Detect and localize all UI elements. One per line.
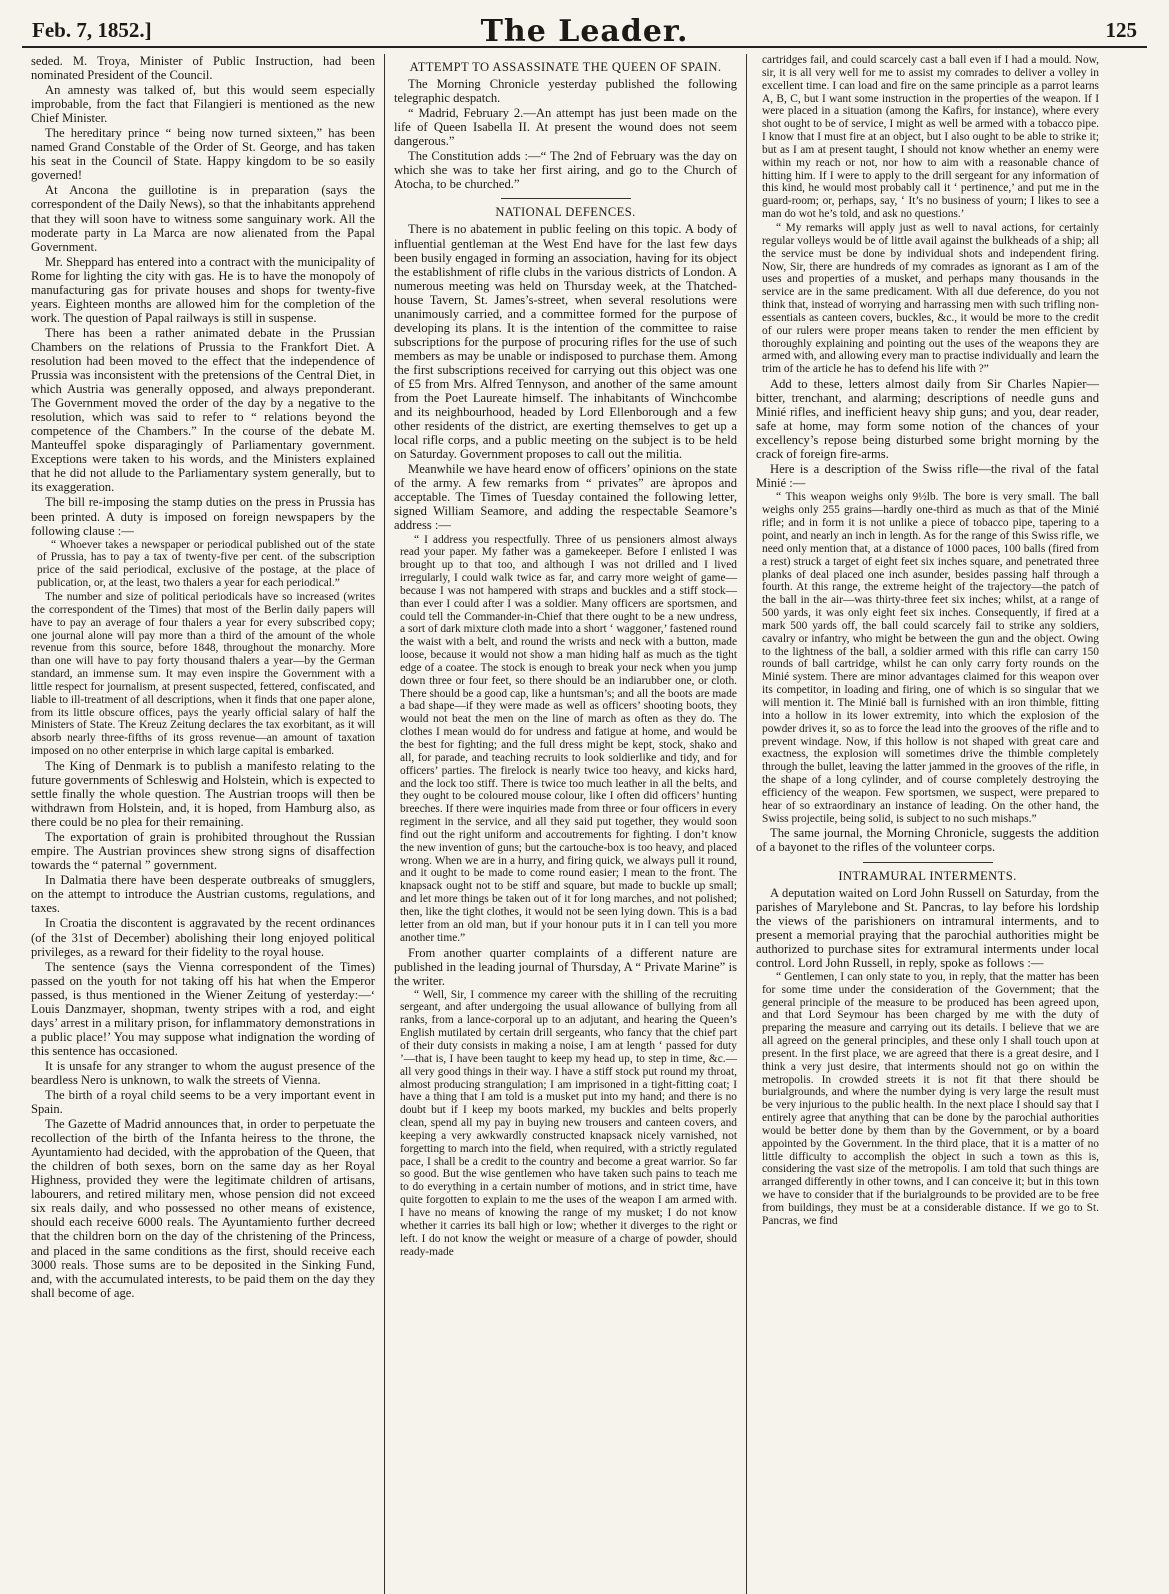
article-paragraph: The Gazette of Madrid announces that, in order to perpetuate the recollection of the birth of the Infanta heiress to the throne, the Ayuntamiento had decided, with the approbation of the Queen, that the children of both sexes, born on the same day as her Royal Highness, provided they were the legitimate children of artisans, labourers, and retired military men, whose pension did not exceed six reals daily, and who possessed no other means of existence, should each receive 6000 reals. The Ayuntamiento further decreed that the children born on the day of the christening of the Princess, and placed in the same conditions as the first, should receive each 3000 reals. Those sums are to be deposited in the Sinking Fund, and, with the accumulated interests, to be paid them on the day they shall become of age. [31, 1117, 375, 1300]
article-paragraph: The birth of a royal child seems to be a very important event in Spain. [31, 1088, 375, 1117]
article-paragraph: “ Madrid, February 2.—An attempt has just been made on the life of Queen Isabella II. At present the wound does not seem dangerous.” [394, 106, 737, 149]
article-paragraph: In Croatia the discontent is aggravated by the recent ordinances (of the 31st of December) abolishing their long enjoyed political privileges, as a reward for their fidelity to the royal house. [31, 916, 375, 959]
newspaper-title: The Leader. [480, 14, 689, 49]
article-paragraph: The exportation of grain is prohibited throughout the Russian empire. The Austrian provinces shew strong signs of disaffection towards the “ paternal ” government. [31, 830, 375, 873]
article-paragraph: Add to these, letters almost daily from Sir Charles Napier—bitter, trenchant, and alarming; descriptions of needle guns and Minié rifles, and inefficient heavy ship guns; and you, dear reader, safe at home, may form some notion of the chances of your excellency’s repose being disturbed some bright morning by the crack of foreign fire-arms. [756, 377, 1099, 462]
column-right [746, 54, 1108, 1594]
article-paragraph: Meanwhile we have heard enow of officers’ opinions on the state of the army. A few remarks from “ privates” are àpropos and acceptable. The Times of Tuesday contained the following letter, signed William Seamore, and adding the respectable Seamore’s address :— [394, 462, 737, 533]
quoted-speech: “ Gentlemen, I can only state to you, in reply, that the matter has been for some time under the consideration of the Government; that the general principle of the measure to be produced has been agreed upon, and that Lord Seymour has been charged by me with the duty of preparing the measure and carrying out its details. I believe that we are all agreed on the general principles, and these only I shall touch upon at present. In the first place, we are agreed that there is a great desire, and I think a very just desire, that interments should not go on within the metropolis. In crowded streets it is not fit that there should be burialgrounds, and where the number dying is very large the result must be very injurious to the public health. In the next place I should say that I entirely agree that anything that can be done by the parochial authorities would be better done by them than by the Government, or by a board appointed by the Government. In the third place, that it is a matter of no little difficulty to accomplish the object in such a town as this is, considering the vast size of the metropolis. I am told that such things are arranged differently in other towns, and I can conceive it; but in this town we have to consider that if the burialgrounds to be provided are to be free from buildings, they must be at a considerable distance. If we go to St. Pancras, we find [762, 970, 1099, 1227]
article-paragraph: There has been a rather animated debate in the Prussian Chambers on the relations of Prussia to the Frankfort Diet. A resolution had been moved to the effect that the independence of Prussia was inconsistent with the pretensions of the Central Diet, in which Austria was generally opposed, and always preponderant. The Government moved the order of the day by a negative to the resolution, which was said to refer to “ relations beyond the competence of the Chambers.” In the course of the debate M. Manteuffel spoke disparagingly of Parliamentary government. Exceptions were taken to his words, and the Ministers explained that he did not allude to the Parliamentary system generally, but to its exaggeration. [31, 325, 375, 495]
column-middle [384, 54, 746, 1594]
article-paragraph: The sentence (says the Vienna correspondent of the Times) passed on the youth for not taking off his hat when the Emperor passed, is thus mentioned in the Wiener Zeitung of yesterday:—‘ Louis Danzmayer, shopman, twenty stripes with a rod, and eight days’ arrest in a military prison, for inflammatory demonstrations in a public place!’ You may suppose what indignation the wording of this sentence has occasioned. [31, 959, 375, 1058]
column-left [22, 54, 384, 1594]
article-paragraph: seded. M. Troya, Minister of Public Instruction, had been nominated President of the Council. [31, 54, 375, 83]
article-paragraph: It is unsafe for any stranger to whom the august presence of the beardless Nero is unknown, to walk the streets of Vienna. [31, 1058, 375, 1087]
article-paragraph: Mr. Sheppard has entered into a contract with the municipality of Rome for lighting the city with gas. He is to have the monopoly of manufacturing gas for private houses and shops for twenty-five years. Eighteen months are allowed him for the completion of the work. The question of Papal railways is still in suspense. [31, 254, 375, 325]
quoted-letter: “ Well, Sir, I commence my career with the shilling of the recruiting sergeant, and after undergoing the usual allowance of bullying from all ranks, from a lance-corporal up to an adjutant, and hearing the Queen’s English mutilated by certain drill sergeants, who fancy that the chief part of their duty consists in making a noise, I am at length ‘ passed for duty ’—that is, I have been taught to keep my head up, to step in time, &c.—all very good things in their way. I have a stiff stock put round my throat, almost producing strangulation; I am imprisoned in a tight-fitting coat; I have a thing that I am told is a musket put into my hand; and there is no doubt but if I keep my boots marked, my buckles and belts properly clean, spend all my pay in buying new trousers and canteen covers, and keeping a very awkwardly constructed knapsack nicely varnished, not forgetting to march into the field, when required, with a strictly regulated pace, I shall be a credit to the country and become a great warrior. So far so good. But the wise gentlemen who have taken such pains to teach me to do everything in a certain number of motions, and in strict time, have quite forgotten to explain to me the uses of the weapon I am armed with. I have no means of knowing the range of my musket; I do not know whether it carries its ball high or low; whether it diverges to the right or left. I do not know the weight or measure of a charge of powder, should ready-made [400, 988, 737, 1258]
article-paragraph: Here is a description of the Swiss rifle—the rival of the fatal Minié :— [756, 462, 1099, 491]
quoted-letter: “ My remarks will apply just as well to naval actions, for certainly regular volleys would be of little avail against the bulkheads of a ship; all the service must be done by individual shots and independent firing. Now, Sir, there are hundreds of my comrades as ignorant as I am of the uses and properties of a musket, and perhaps many thousands in the service are in the same predicament. With all due deference, do you not think that, instead of worrying and harrassing men with such trifling non-essentials as canteen covers, buckles, &c., it would be more to the credit of our rulers were proper means taken to render the men efficient by thoroughly explaining and pointing out the uses of the weapons they are armed with, and allowing every man to practise individually and learn the trim of the article he has to defend his life with ?” [762, 221, 1099, 376]
section-heading-spain: ATTEMPT TO ASSASSINATE THE QUEEN OF SPAIN. [409, 60, 722, 74]
section-heading-defences: NATIONAL DEFENCES. [495, 205, 636, 220]
quoted-clause: “ Whoever takes a newspaper or periodical published out of the state of Prussia, has to pay a tax of twenty-five per cent. of the subscription price of the said periodical, exclusive of the postage, at the place of publication, or, at the least, two thalers a year for each periodical.” [37, 538, 375, 590]
article-paragraph: The hereditary prince “ being now turned sixteen,” has been named Grand Constable of the Order of St. George, and has taken his seat in the Council of State. Happy kingdom to be so easily governed! [31, 126, 375, 183]
section-divider [863, 862, 993, 863]
quoted-letter: cartridges fail, and could scarcely cast a ball even if I had a mould. Now, sir, it is all very well for me to assist my comrades to deliver a volley in excellent time. I can load and fire on the same principle as a parrot learns A, B, C, but I want some instruction in the properties of the weapon. If I were placed in a situation (among the Kafirs, for instance), where every shot ought to be of service, I might as well be armed with a tobacco pipe. I know that I must fire at an object, but I also ought to be able to strike it; but as I am at present taught, I should not know whether an enemy were within my reach or not, nor how to aim with a reasonable chance of hitting him. If I were to apply to the drill sergeant for any information of this kind, he would most probably call it ‘ pertinence,’ and put me in the guard-room; or, perhaps, say, ‘ It’s no business of yourn; I likes to see a man do wot he’s told, and ask no questions.’ [762, 54, 1099, 221]
article-paragraph: From another quarter complaints of a different nature are published in the leading journal of Thursday, A “ Private Marine” is the writer. [394, 945, 737, 988]
article-paragraph: An amnesty was talked of, but this would seem especially improbable, from the fact that Filangieri is mentioned as the new Chief Minister. [31, 83, 375, 126]
article-paragraph: At Ancona the guillotine is in preparation (says the correspondent of the Daily News), so that the inhabitants apprehend that they will soon have to witness some sanguinary work. All the moderate party in La Marca are now alienated from the Papal Government. [31, 183, 375, 254]
quoted-description: “ This weapon weighs only 9½lb. The bore is very small. The ball weighs only 255 grains—hardly one-third as much as that of the Minié rifle; and in form it is not unlike a piece of tobacco pipe, tapering to a point, and nearly an inch in length. As for the range of this Swiss rifle, we need only mention that, at a distance of 1000 paces, 100 balls (fired from a rest) struck a target of eight feet six inches square, and penetrated three planks of deal placed one inch asunder, besides passing half through a fourth. At this range, the extreme height of the trajectory—the patch of the ball in the air—was thirty-three feet six inches; whilst, at a range of 500 yards, it was only eight feet six inches. Consequently, if fired at a mark 500 yards off, the ball could scarcely fail to strike any soldiers, cavalry or infantry, who might be between the gun and the object. Owing to the lightness of the ball, a soldier armed with this rifle can carry 150 rounds of ball cartridge, whilst he can only carry forty rounds on the Minié system. There are minor advantages claimed for this weapon over its competitor, in loading and firing, one of which is so singular that we will mention it. The Minié ball is furnished with an iron thimble, fitting into a hollow in its lower extremity, into which the explosion of the powder drives it, so as to force the lead into the grooves of the rifle and to prevent windage. Now, if this hollow is not shaped with great care and exactness, the explosion will sometimes drive the thimble completely through the bullet, leaving the latter jammed in the grooves of the rifle, in the shape of a long cylinder, and of course completely destroying the efficiency of the weapon. Few sportsmen, we suspect, were prepared to hear of so extraordinary an instance of leading. On the other hand, the Swiss projectile, being solid, is subject to no such mishaps.” [762, 491, 1099, 825]
article-paragraph: A deputation waited on Lord John Russell on Saturday, from the parishes of Marylebone and St. Pancras, to lay before his lordship the views of the parishioners on intramural interments, and to present a memorial praying that the parochial authorities might be authorized to purchase sites for extramural interments under local control. Lord John Russell, in reply, spoke as follows :— [756, 885, 1099, 970]
quoted-letter: “ I address you respectfully. Three of us pensioners almost always read your paper. My father was a gamekeeper. Before I enlisted I was brought up to that too, and although I was not drilled and I lived irregularly, I could walk twice as far, and carry more weight of game—because I was not hampered with straps and buckles and a stiff stock—than ever I could after I was a soldier. Many officers are sportsmen, and could tell the Commander-in-Chief that there ought to be a new undress, a sort of dark mixture cloth made into a short ‘ waggoner,’ fastened round the waist with a belt, and round the wrists and neck with a button, made loose, because it would not show a man hiding half as much as the tight edge of a coatee. The stock is enough to break your neck when you jump down three or four feet, so there should be an indiarubber one, or cloth. There should be a good cap, like a huntsman’s; and all the boots are made a bad shape—if they were made as well as officers’ shooting boots, they would not beat the men on the line of march as often as they do. The clothes I mean would do for undress and fatigue at home, and would be the best for fighting; and the full dress might be kept, stock, shako and all, for parade, and teaching recruits to look soldierlike and tidy, and for officers’ parties. The firelock is nearly twice too heavy, and kicks hard, and the lock too stiff. There is twice too much leather in all the belts, and they ought to be coloured mouse colour, like I often did officers’ hunting breeches. If there were inquiries made from three or four officers in every regiment in the service, and all they said put together, they would soon find out the right uniform and accoutrements for fighting. I don’t know the new invention of guns; but the cartouche-box is too heavy, and placed wrong. When we are in a hurry, and firing quick, we always pull it round, and it ought to be made to come round easier; I mean to the front. The knapsack ought not to be stiff and square, but made to buckle up small; and let more things be taken out of it for long marches, and not polished; then, like the tight clothes, it would not be seen lying down. This is a bad letter from an old man, but if your honour puts it in I can tell you more another time.” [400, 533, 737, 944]
article-paragraph: The Morning Chronicle yesterday published the following telegraphic despatch. [394, 77, 737, 106]
article-paragraph: The Constitution adds :—“ The 2nd of February was the day on which she was to take her first airing, and go to the Church of Atocha, to be churched.” [394, 149, 737, 192]
section-heading-interments: INTRAMURAL INTERMENTS. [838, 868, 1017, 883]
page-number: 125 [1105, 18, 1137, 42]
article-paragraph: The same journal, the Morning Chronicle, suggests the addition of a bayonet to the rifles of the volunteer corps. [756, 826, 1099, 855]
article-paragraph: The bill re-imposing the stamp duties on the press in Prussia has been printed. A duty is imposed on foreign newspapers by the following clause :— [31, 495, 375, 538]
masthead [22, 14, 1147, 48]
article-paragraph: The number and size of political periodicals have so increased (writes the correspondent of the Times) that most of the Berlin daily papers will have to pay an average of four thalers a year for every subscribed copy; one journal alone will pay more than a third of the amount of the whole revenue from this source, before 1848, throughout the monarchy. More than one will have to pay forty thousand thalers a year—by the German standard, an immense sum. It may even inspire the Government with a little respect for journalism, at present suspected, fettered, confiscated, and liable to ill-treatment of all descriptions, when it finds that one paper alone, from its little obscure offices, pays the yearly official salary of half the Ministers of State. The Kreuz Zeitung declares the tax exorbitant, as it will absorb nearly three-fifths of its gross revenue—an amount of taxation imposed on no other enterprise in which large capital is embarked. [31, 590, 375, 758]
article-paragraph: In Dalmatia there have been desperate outbreaks of smugglers, on the attempt to introduce the Austrian customs, regulations, and taxes. [31, 873, 375, 916]
article-paragraph: The King of Denmark is to publish a manifesto relating to the future governments of Schleswig and Holstein, which is expected to settle finally the whole question. The Austrian troops will then be withdrawn from Holstein, and, it is hoped, from Hamburg also, as there could be no plea for their remaining. [31, 758, 375, 830]
issue-date: Feb. 7, 1852.] [32, 18, 152, 42]
article-paragraph: There is no abatement in public feeling on this topic. A body of influential gentleman at the West End have for the last few days been busily engaged in forming an association, having for its object the establishment of rifle clubs in the various districts of London. A numerous meeting was held on Thursday week, at the Thatched-house Tavern, St. James’s-street, when several resolutions were unanimously carried, and a committee formed for the purpose of developing its plans. It is the intention of the committee to raise subscriptions for the purpose of procuring rifles for the use of such members as may be unable or indisposed to purchase them. Among the first subscriptions received for carrying out this object was one of £5 from Mrs. Alfred Tennyson, and another of the same amount from the Poet Laureate himself. The inhabitants of Winchcombe and its neighbourhood, headed by Lord Ellenborough and a few other residents of the district, are exerting themselves to get up a local rifle corps, and a public meeting on the subject is to be held on Saturday. Government proposes to call out the militia. [394, 222, 737, 462]
section-divider [501, 198, 631, 199]
